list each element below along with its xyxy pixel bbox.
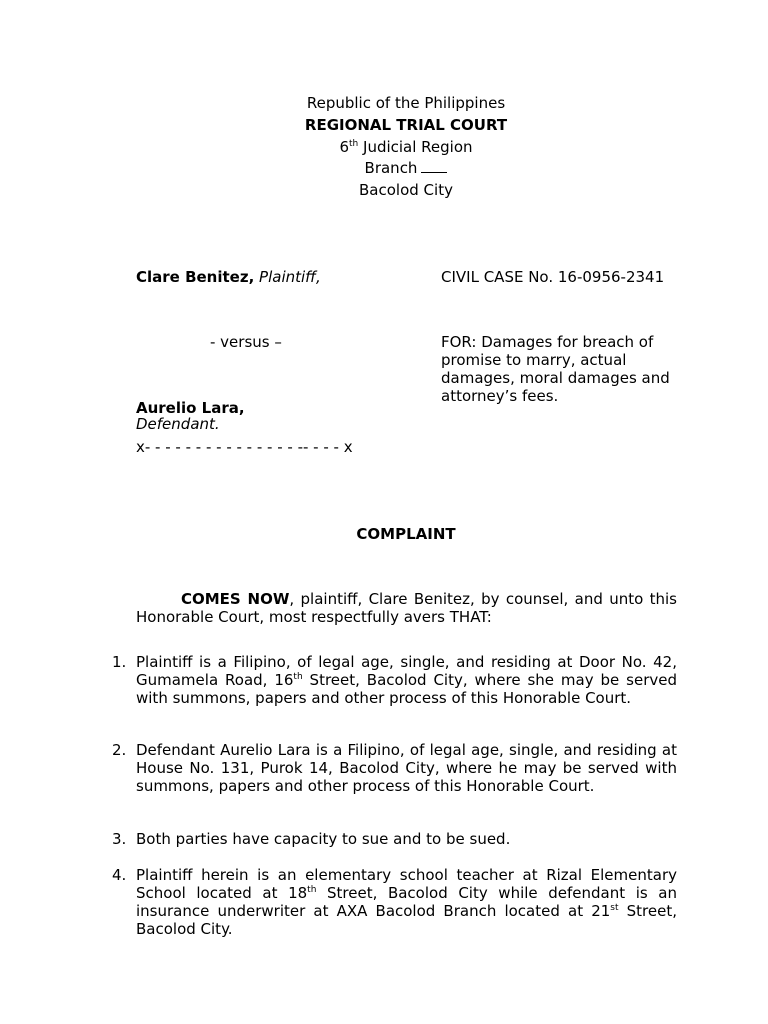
header-region xyxy=(0,136,768,158)
allegation-number: 1. xyxy=(112,653,127,671)
defendant-name: Aurelio Lara, xyxy=(136,399,245,417)
branch-label: Branch xyxy=(364,159,418,177)
case-nature xyxy=(441,333,670,405)
versus-text: - versus – xyxy=(210,333,282,351)
allegation-number: 4. xyxy=(112,866,127,884)
header-branch xyxy=(0,157,768,179)
document-title: COMPLAINT xyxy=(356,525,456,543)
allegation-text xyxy=(136,653,677,707)
region-rest: Judicial Region xyxy=(358,138,473,156)
allegation-text-part: Street, Bacolod City, where she may be served with summons, papers and other process of this Honorable Court. xyxy=(136,671,677,707)
allegation-text-part: Street, Bacolod City while defendant is an insurance underwriter at AXA Bacolod Branch located at 21 xyxy=(136,884,677,920)
branch-blank-line xyxy=(421,160,447,173)
intro-rest: , plaintiff, Clare Benitez, by counsel, and unto this Honorable Court, most respectfully avers THAT: xyxy=(136,590,678,626)
plaintiff-line xyxy=(136,268,321,286)
case-nature-line-2: promise to marry, actual xyxy=(441,351,627,369)
allegation-text xyxy=(136,866,677,938)
allegation-number: 3. xyxy=(112,830,127,848)
allegation-text-part: Street, Bacolod City. xyxy=(136,902,677,938)
case-number: CIVIL CASE No. 16-0956-2341 xyxy=(441,268,665,286)
allegation-text: Defendant Aurelio Lara is a Filipino, of legal age, single, and residing at House No. 131, Purok 14, Bacolod City, where he may be served with summons, papers and other process of this Honorable Court. xyxy=(136,741,677,795)
allegation-text-part: Plaintiff herein is an elementary school teacher at Rizal Elementary School located at 18 xyxy=(136,866,677,902)
plaintiff-role: Plaintiff, xyxy=(259,268,321,286)
allegation-text-part: Plaintiff is a Filipino, of legal age, single, and residing at Door No. 42, Gumamela Road, 16 xyxy=(136,653,677,689)
header-republic: Republic of the Philippines xyxy=(306,94,506,112)
ordinal-suffix: st xyxy=(610,903,619,913)
defendant-role: Defendant. xyxy=(136,415,220,433)
header-court: REGIONAL TRIAL COURT xyxy=(304,116,508,134)
ordinal-suffix: th xyxy=(293,672,303,682)
case-nature-line-4: attorney’s fees. xyxy=(441,387,559,405)
caption-separator: x- - - - - - - - - - - - - - - -- - - - x xyxy=(136,438,353,456)
region-ordinal: th xyxy=(349,139,359,149)
case-nature-line-3: damages, moral damages and xyxy=(441,369,670,387)
case-nature-line-1: FOR: Damages for breach of xyxy=(441,333,654,351)
allegation-number: 2. xyxy=(112,741,127,759)
intro-lead: COMES NOW xyxy=(181,590,290,608)
intro-paragraph xyxy=(136,590,677,626)
allegation-text: Both parties have capacity to sue and to be sued. xyxy=(136,830,511,848)
region-number: 6 xyxy=(339,138,350,156)
plaintiff-name: Clare Benitez, xyxy=(136,268,255,286)
header-city: Bacolod City xyxy=(359,181,453,199)
ordinal-suffix: th xyxy=(307,885,317,895)
